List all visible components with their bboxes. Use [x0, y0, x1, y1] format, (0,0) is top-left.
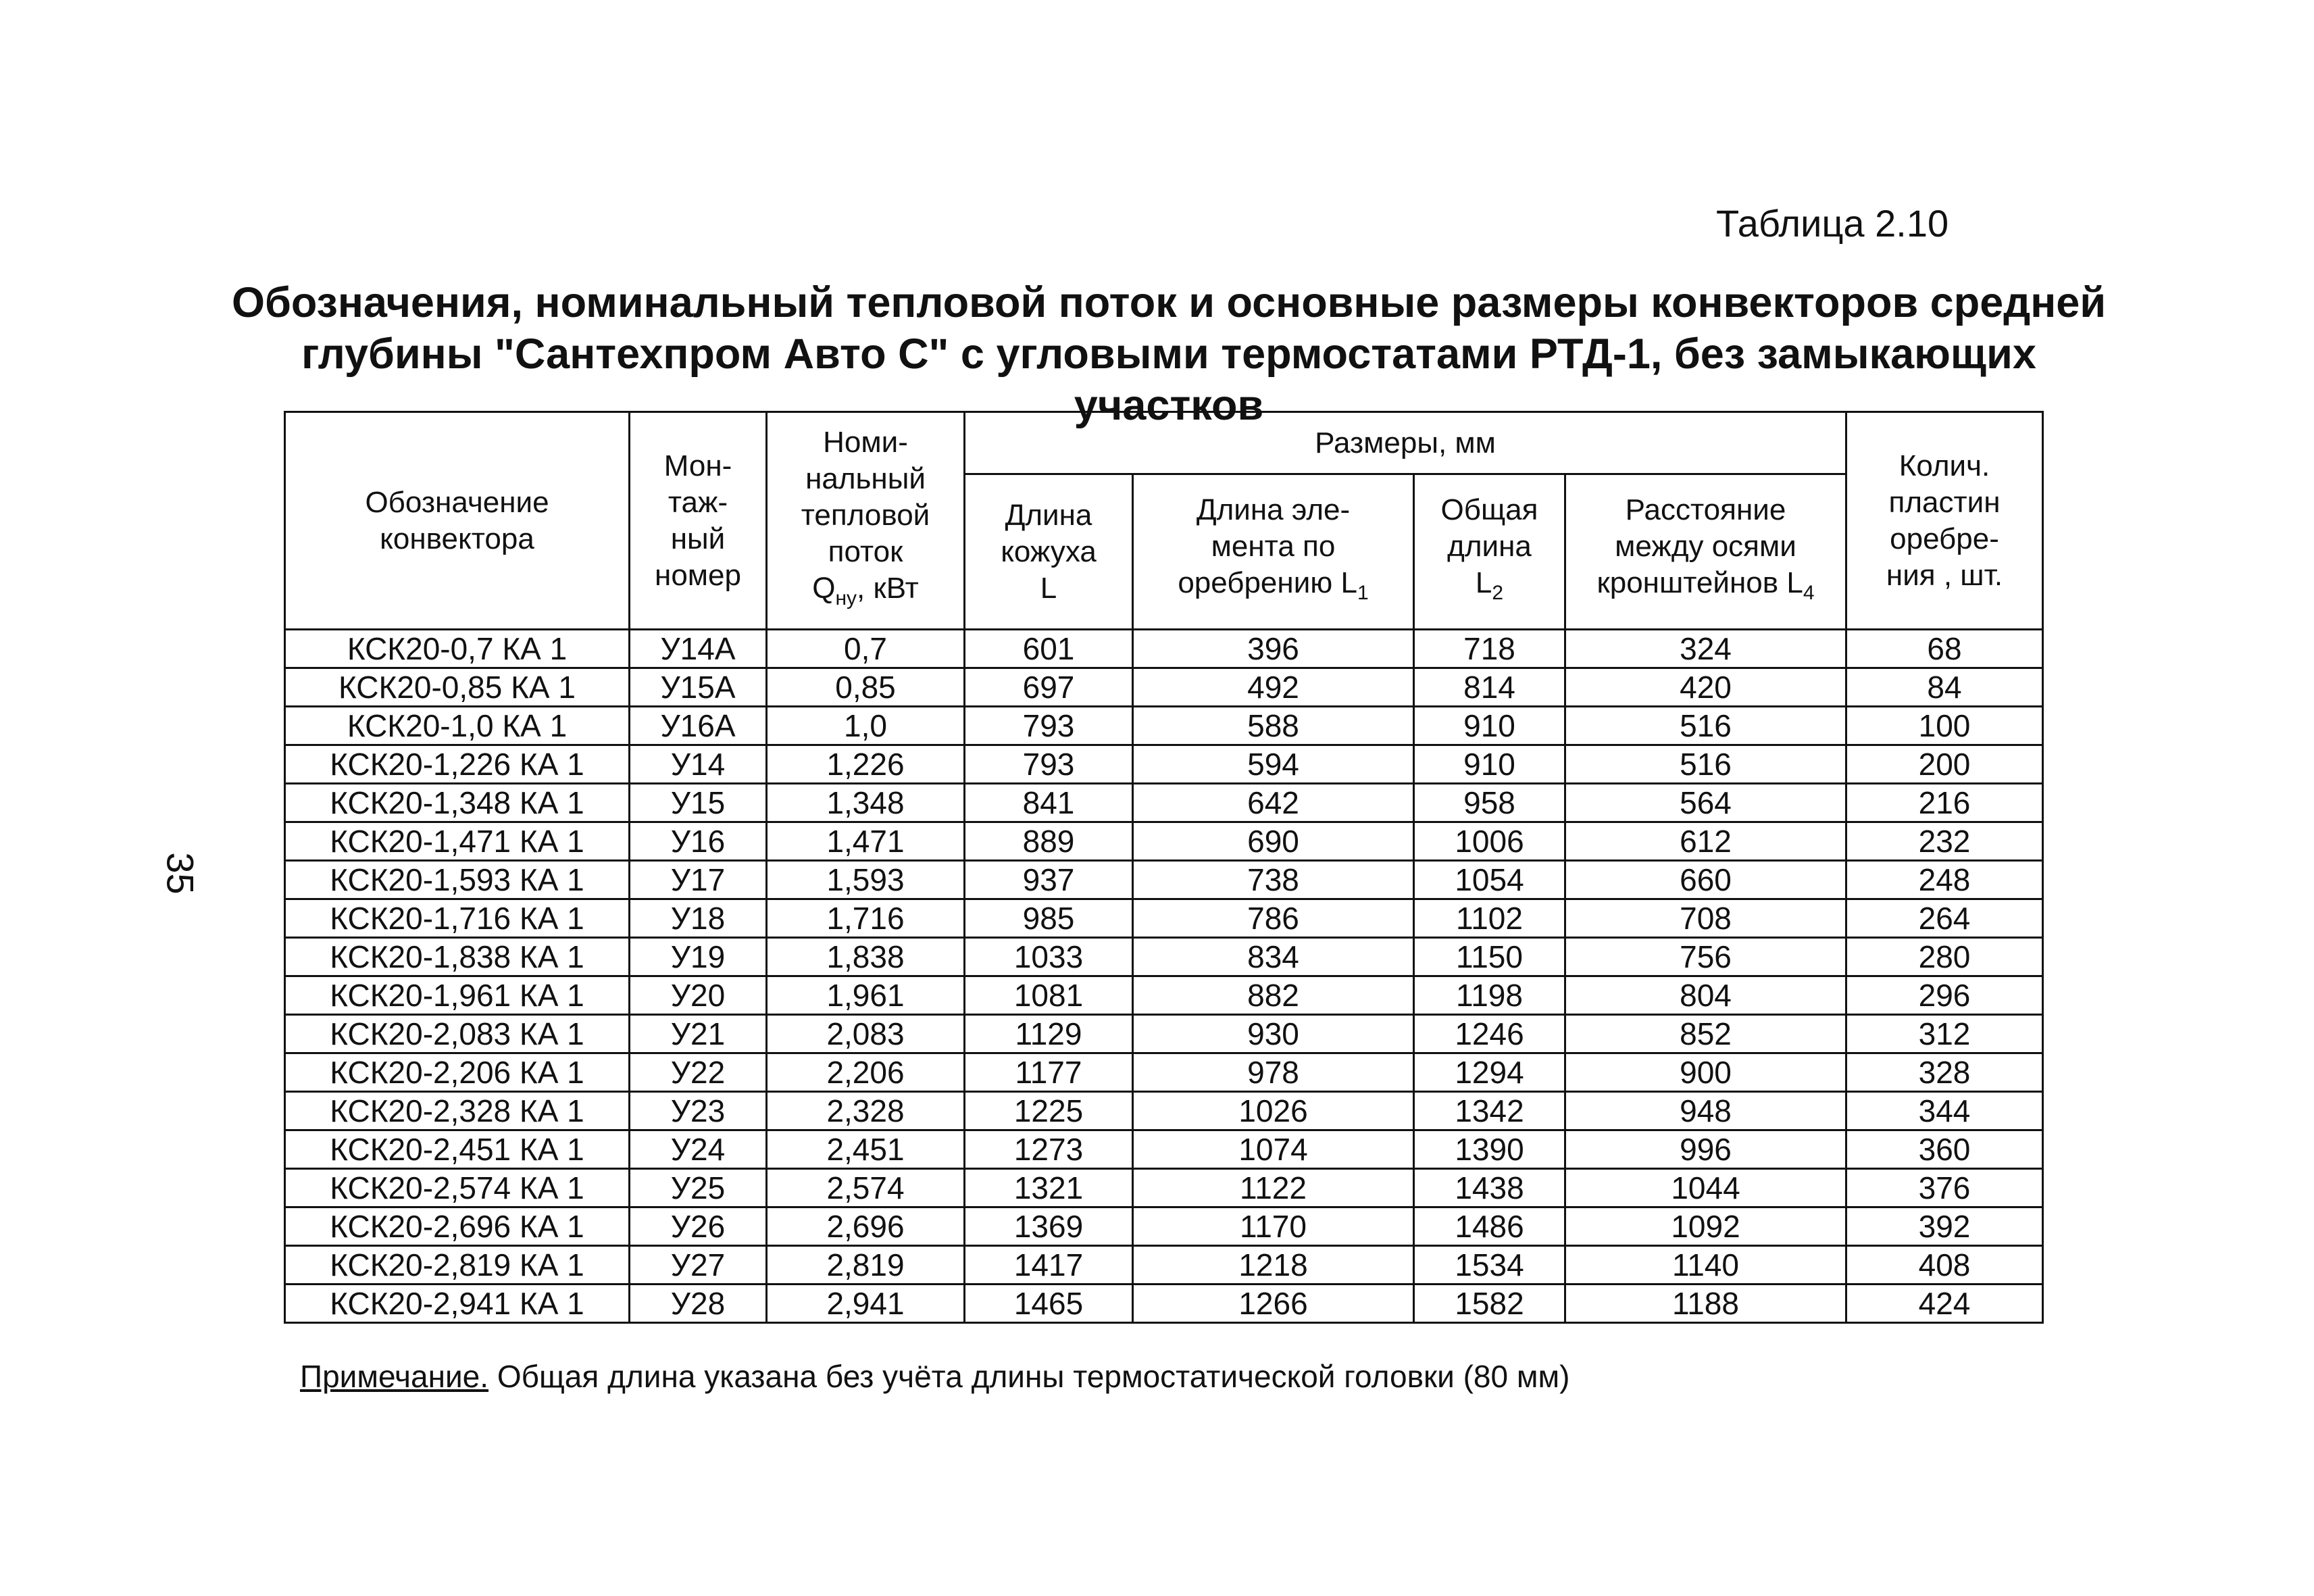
table-row [285, 1130, 2043, 1169]
header-mount-number: Мон- таж- ный номер [630, 412, 767, 630]
cell-plates-count: 264 [1846, 899, 2043, 938]
cell-mount-number: У18 [630, 899, 767, 938]
cell-plates-count: 360 [1846, 1130, 2043, 1169]
cell-plates-count: 216 [1846, 784, 2043, 822]
cell-bracket-distance: 804 [1565, 976, 1846, 1015]
cell-bracket-distance: 996 [1565, 1130, 1846, 1169]
cell-casing-length: 1225 [965, 1092, 1133, 1130]
table-row [285, 707, 2043, 745]
cell-casing-length: 841 [965, 784, 1133, 822]
cell-bracket-distance: 1092 [1565, 1207, 1846, 1246]
cell-total-length: 1294 [1414, 1053, 1565, 1092]
cell-total-length: 1054 [1414, 861, 1565, 899]
cell-heat-flow: 2,696 [767, 1207, 965, 1246]
cell-element-length: 930 [1133, 1015, 1414, 1053]
cell-plates-count: 280 [1846, 938, 2043, 976]
cell-mount-number: У28 [630, 1285, 767, 1323]
table-row [285, 1207, 2043, 1246]
cell-casing-length: 1129 [965, 1015, 1133, 1053]
cell-designation: КСК20-2,451 КА 1 [285, 1130, 630, 1169]
cell-plates-count: 344 [1846, 1092, 2043, 1130]
cell-heat-flow: 1,348 [767, 784, 965, 822]
cell-designation: КСК20-1,961 КА 1 [285, 976, 630, 1015]
cell-mount-number: У26 [630, 1207, 767, 1246]
cell-plates-count: 328 [1846, 1053, 2043, 1092]
cell-total-length: 1534 [1414, 1246, 1565, 1285]
cell-heat-flow: 1,471 [767, 822, 965, 861]
table-body [285, 630, 2043, 1323]
cell-heat-flow: 2,451 [767, 1130, 965, 1169]
cell-plates-count: 68 [1846, 630, 2043, 668]
table-row [285, 630, 2043, 668]
cell-casing-length: 937 [965, 861, 1133, 899]
cell-designation: КСК20-1,348 КА 1 [285, 784, 630, 822]
footnote-text: Общая длина указана без учёта длины термостатической головки (80 мм) [488, 1359, 1570, 1394]
cell-casing-length: 793 [965, 707, 1133, 745]
cell-bracket-distance: 852 [1565, 1015, 1846, 1053]
cell-plates-count: 200 [1846, 745, 2043, 784]
cell-bracket-distance: 516 [1565, 745, 1846, 784]
cell-plates-count: 100 [1846, 707, 2043, 745]
cell-designation: КСК20-1,0 КА 1 [285, 707, 630, 745]
cell-casing-length: 1465 [965, 1285, 1133, 1323]
cell-plates-count: 232 [1846, 822, 2043, 861]
cell-heat-flow: 2,328 [767, 1092, 965, 1130]
header-bracket-distance: Расстояние между осями кронштейнов $L_4$ [1565, 474, 1846, 630]
table-row [285, 1169, 2043, 1207]
cell-casing-length: 601 [965, 630, 1133, 668]
table-row [285, 1285, 2043, 1323]
cell-total-length: 1006 [1414, 822, 1565, 861]
cell-heat-flow: 1,961 [767, 976, 965, 1015]
cell-bracket-distance: 1188 [1565, 1285, 1846, 1323]
cell-bracket-distance: 324 [1565, 630, 1846, 668]
title-line-1: Обозначения, номинальный тепловой поток и основные размеры конвекторов средней [231, 279, 2107, 326]
cell-element-length: 642 [1133, 784, 1414, 822]
cell-total-length: 1486 [1414, 1207, 1565, 1246]
cell-total-length: 958 [1414, 784, 1565, 822]
cell-mount-number: У23 [630, 1092, 767, 1130]
cell-bracket-distance: 708 [1565, 899, 1846, 938]
header-designation: Обозначение конвектора [285, 412, 630, 630]
footnote-label: Примечание. [300, 1359, 489, 1394]
cell-casing-length: 985 [965, 899, 1133, 938]
cell-designation: КСК20-2,941 КА 1 [285, 1285, 630, 1323]
table-row [285, 668, 2043, 707]
cell-mount-number: У15 [630, 784, 767, 822]
cell-element-length: 588 [1133, 707, 1414, 745]
cell-designation: КСК20-2,083 КА 1 [285, 1015, 630, 1053]
cell-heat-flow: 1,593 [767, 861, 965, 899]
cell-mount-number: У17 [630, 861, 767, 899]
cell-designation: КСК20-0,7 КА 1 [285, 630, 630, 668]
spec-table [284, 411, 2044, 1324]
cell-designation: КСК20-1,593 КА 1 [285, 861, 630, 899]
cell-plates-count: 312 [1846, 1015, 2043, 1053]
table-row [285, 1053, 2043, 1092]
cell-element-length: 594 [1133, 745, 1414, 784]
cell-designation: КСК20-2,328 КА 1 [285, 1092, 630, 1130]
cell-designation: КСК20-1,838 КА 1 [285, 938, 630, 976]
cell-heat-flow: 2,574 [767, 1169, 965, 1207]
cell-heat-flow: 0,85 [767, 668, 965, 707]
cell-total-length: 1102 [1414, 899, 1565, 938]
cell-plates-count: 392 [1846, 1207, 2043, 1246]
page-title [223, 277, 2115, 431]
cell-bracket-distance: 948 [1565, 1092, 1846, 1130]
cell-element-length: 1122 [1133, 1169, 1414, 1207]
cell-total-length: 910 [1414, 745, 1565, 784]
cell-plates-count: 296 [1846, 976, 2043, 1015]
cell-heat-flow: 0,7 [767, 630, 965, 668]
cell-heat-flow: 1,716 [767, 899, 965, 938]
cell-casing-length: 1369 [965, 1207, 1133, 1246]
cell-mount-number: У22 [630, 1053, 767, 1092]
table-row [285, 976, 2043, 1015]
cell-casing-length: 1417 [965, 1246, 1133, 1285]
cell-total-length: 1342 [1414, 1092, 1565, 1130]
cell-total-length: 1390 [1414, 1130, 1565, 1169]
table-row [285, 1092, 2043, 1130]
cell-total-length: 718 [1414, 630, 1565, 668]
header-element-length: Длина эле- мента по оребрению $L_1$ [1133, 474, 1414, 630]
table-row [285, 899, 2043, 938]
cell-casing-length: 697 [965, 668, 1133, 707]
cell-element-length: 690 [1133, 822, 1414, 861]
cell-mount-number: У24 [630, 1130, 767, 1169]
cell-element-length: 882 [1133, 976, 1414, 1015]
cell-bracket-distance: 1140 [1565, 1246, 1846, 1285]
cell-mount-number: У25 [630, 1169, 767, 1207]
cell-element-length: 738 [1133, 861, 1414, 899]
header-plates-count: Колич. пластин оребре- ния , шт. [1846, 412, 2043, 630]
cell-designation: КСК20-2,819 КА 1 [285, 1246, 630, 1285]
cell-heat-flow: 1,226 [767, 745, 965, 784]
cell-bracket-distance: 564 [1565, 784, 1846, 822]
cell-plates-count: 424 [1846, 1285, 2043, 1323]
cell-designation: КСК20-0,85 КА 1 [285, 668, 630, 707]
cell-element-length: 1026 [1133, 1092, 1414, 1130]
cell-casing-length: 793 [965, 745, 1133, 784]
table-row [285, 745, 2043, 784]
cell-element-length: 834 [1133, 938, 1414, 976]
table-row [285, 1015, 2043, 1053]
cell-casing-length: 1321 [965, 1169, 1133, 1207]
table-row [285, 1246, 2043, 1285]
cell-element-length: 1266 [1133, 1285, 1414, 1323]
cell-total-length: 814 [1414, 668, 1565, 707]
cell-mount-number: У14А [630, 630, 767, 668]
cell-mount-number: У19 [630, 938, 767, 976]
cell-element-length: 396 [1133, 630, 1414, 668]
cell-total-length: 1246 [1414, 1015, 1565, 1053]
cell-bracket-distance: 516 [1565, 707, 1846, 745]
cell-casing-length: 1177 [965, 1053, 1133, 1092]
cell-plates-count: 248 [1846, 861, 2043, 899]
cell-designation: КСК20-2,206 КА 1 [285, 1053, 630, 1092]
cell-heat-flow: 2,083 [767, 1015, 965, 1053]
header-total-length: Общая длина $L_2$ [1414, 474, 1565, 630]
cell-heat-flow: 1,0 [767, 707, 965, 745]
cell-element-length: 978 [1133, 1053, 1414, 1092]
cell-bracket-distance: 612 [1565, 822, 1846, 861]
cell-element-length: 786 [1133, 899, 1414, 938]
cell-designation: КСК20-2,696 КА 1 [285, 1207, 630, 1246]
page-number: 35 [159, 852, 202, 895]
cell-total-length: 1582 [1414, 1285, 1565, 1323]
table-row [285, 822, 2043, 861]
header-heat-flow: Номи- нальный тепловой поток $Q_{ну}$, кВт [767, 412, 965, 630]
table-row [285, 861, 2043, 899]
cell-casing-length: 1033 [965, 938, 1133, 976]
cell-mount-number: У21 [630, 1015, 767, 1053]
cell-bracket-distance: 420 [1565, 668, 1846, 707]
cell-bracket-distance: 660 [1565, 861, 1846, 899]
cell-element-length: 1170 [1133, 1207, 1414, 1246]
cell-designation: КСК20-1,226 КА 1 [285, 745, 630, 784]
table-label: Таблица 2.10 [1716, 202, 1949, 245]
cell-total-length: 1150 [1414, 938, 1565, 976]
cell-designation: КСК20-2,574 КА 1 [285, 1169, 630, 1207]
cell-total-length: 1438 [1414, 1169, 1565, 1207]
cell-total-length: 1198 [1414, 976, 1565, 1015]
header-casing-length: Длина кожуха L [965, 474, 1133, 630]
cell-bracket-distance: 1044 [1565, 1169, 1846, 1207]
cell-plates-count: 408 [1846, 1246, 2043, 1285]
cell-casing-length: 1081 [965, 976, 1133, 1015]
cell-heat-flow: 2,206 [767, 1053, 965, 1092]
cell-mount-number: У15А [630, 668, 767, 707]
cell-element-length: 1074 [1133, 1130, 1414, 1169]
cell-mount-number: У16 [630, 822, 767, 861]
cell-element-length: 492 [1133, 668, 1414, 707]
cell-mount-number: У20 [630, 976, 767, 1015]
cell-heat-flow: 2,941 [767, 1285, 965, 1323]
cell-mount-number: У27 [630, 1246, 767, 1285]
cell-bracket-distance: 900 [1565, 1053, 1846, 1092]
cell-mount-number: У14 [630, 745, 767, 784]
header-sizes: Размеры, мм [965, 412, 1846, 474]
title-line-2: глубины "Сантехпром Авто С" с угловыми термостатами РТД-1, без замыкающих участков [301, 330, 2036, 429]
cell-total-length: 910 [1414, 707, 1565, 745]
table-row [285, 784, 2043, 822]
cell-plates-count: 376 [1846, 1169, 2043, 1207]
cell-designation: КСК20-1,716 КА 1 [285, 899, 630, 938]
cell-heat-flow: 1,838 [767, 938, 965, 976]
cell-designation: КСК20-1,471 КА 1 [285, 822, 630, 861]
table-row [285, 938, 2043, 976]
cell-heat-flow: 2,819 [767, 1246, 965, 1285]
footnote [300, 1358, 1569, 1395]
cell-casing-length: 1273 [965, 1130, 1133, 1169]
cell-plates-count: 84 [1846, 668, 2043, 707]
cell-mount-number: У16А [630, 707, 767, 745]
cell-element-length: 1218 [1133, 1246, 1414, 1285]
cell-bracket-distance: 756 [1565, 938, 1846, 976]
cell-casing-length: 889 [965, 822, 1133, 861]
